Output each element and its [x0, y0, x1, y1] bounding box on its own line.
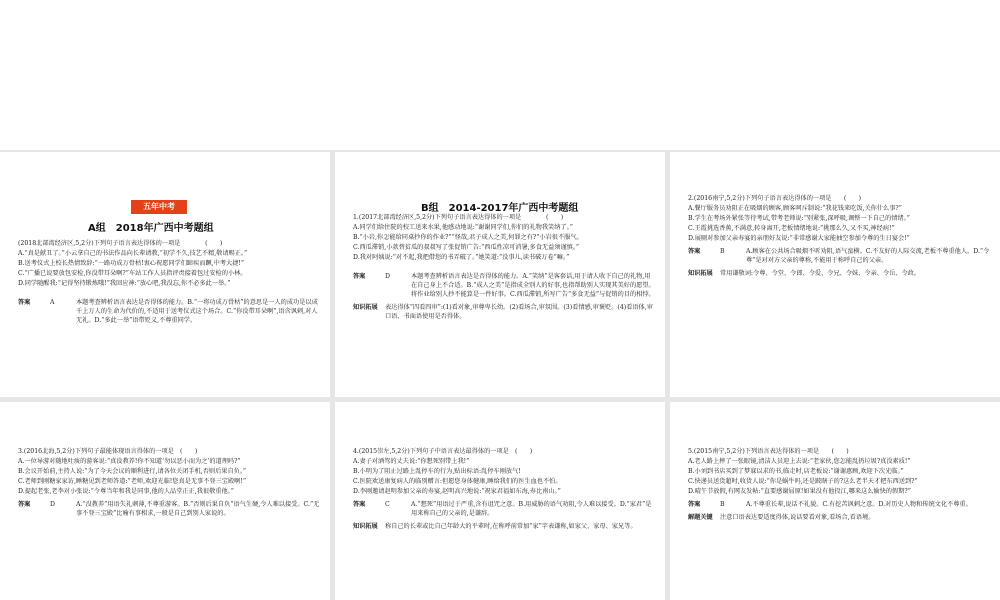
option-b: B.小明为了阻止过路上乱停车的行为,贴出标语:乱停车刚放气!	[353, 467, 521, 475]
slide-2-body	[353, 214, 655, 322]
question-text: 1.(2017北部湾经济区,5,2分)下列句子语言表达得体的一项是 ( )	[353, 214, 564, 221]
answer-letter: A	[50, 298, 55, 306]
answer-explanation: 本题考查辨析语言表达是否得体的能力。B.“一将功成万骨枯”的意思是一人的成功是以成千上万人的生命为代价的,不适用于送考仪式这个场合。C.“你没带耳朵啊”,语含讽刺,对人无礼。D.“多此一举”语带贬义,不尊重同学。	[76, 298, 318, 324]
answer-explanation: A.“没教养”用语失礼刺薄,不尊重游客。B.“否则后果自负”语气生硬,令人难以接受。C.“无事不登三宝殿”比喻有事相求,一般是自己到别人家说的。	[76, 500, 320, 517]
knowledge-label: 知识拓展	[688, 269, 713, 277]
answer-block	[353, 501, 655, 519]
answer-label: 答案	[688, 500, 701, 508]
option-b: B.会议开始前,主持人说:“为了今天会议的顺利进行,请各位关闭手机,否则后果自负。”	[18, 467, 247, 475]
slide-1	[0, 152, 330, 397]
option-a: A.同学们给住院的校工送来水果,他感动地说:“谢谢同学们,你们的礼物我笑纳了。”	[353, 223, 573, 231]
answer-explanation: 本题考查辨析语言表达是否得体的能力。A.“笑纳”是客套话,用于请人收下自己的礼物,用在自己身上不合适。B.“成人之美”是指成全别人的好事,也指帮助别人实现其美好的愿望。将作业给别人抄不能算是一件好事。C.西瓜滞销,所写广告“多食无益”与促销的目的相悖。	[411, 272, 655, 298]
answer-letter: C	[385, 500, 390, 508]
key-point-block	[688, 514, 990, 523]
answer-letter: B	[720, 500, 725, 508]
option-a: A.餐厅服务员劝阻正在吸烟的顾客,顾客呵斥制说:“我花钱来吃饭,关你什么事?”	[688, 204, 902, 212]
knowledge-label: 知识拓展	[353, 522, 378, 530]
slide-4-body	[18, 448, 320, 519]
option-b: B.学生在考场外紧张等待考试,带考老师说:“别紧张,深呼吸,调整一下自己的情绪。”	[688, 214, 910, 222]
option-a: A.妻子对酒驾的丈夫说:“你想死别带上我!”	[353, 457, 470, 465]
question-text: (2018北部湾经济区,5,2分)下列句子语言表达得体的一项是 ( )	[18, 240, 223, 247]
knowledge-block	[353, 304, 655, 322]
question-text: 4.(2015崇左,5,2分)下列句子中语言表达最得体的一项是 ( )	[353, 448, 533, 455]
option-a: A.一位导游对随地吐痰的游客说:“真没教养!你不知道‘勿以恶小而为之’的道理吗?”	[18, 457, 241, 465]
answer-label: 答案	[18, 298, 31, 306]
answer-explanation: A.“想死”用语过于严重,含有诅咒之意。B.用威胁的语气劝阻,令人难以接受。D.“家君”是用来称自己的父亲的,是谦辞。	[411, 500, 652, 517]
slide-6-body	[688, 448, 990, 523]
option-c: C.快递员送货超时,收货人说:“你是蜗牛吗,还是跛瞎子的?这么老半天才把东西送到?”	[688, 477, 918, 485]
slide-1-body	[18, 240, 320, 326]
answer-label: 答案	[688, 247, 701, 255]
answer-explanation: A.顾客在公共场合吸烟不听劝阻,语气蛮横。C.不友好的人际交流,老板不尊重他人。D.“令尊”是对对方父亲的尊称,不能用于称呼自己的父亲。	[746, 247, 990, 264]
question-text: 5.(2015南宁,5,2分)下列语言表达得体的一项是 ( )	[688, 448, 849, 455]
answer-letter: B	[720, 247, 725, 255]
answer-block	[688, 501, 990, 510]
option-d: D.展厕对参加父亲寿宴的亲朋好友说:“非常感谢大家能抽空参加令尊的生日宴会!”	[688, 234, 910, 242]
slide-5-body	[353, 448, 655, 532]
answer-block	[18, 299, 320, 326]
answer-explanation: A.不尊重长辈,说话不礼貌。C.有挖苦讽刺之意。D.对历史人物和传统文化不尊重。	[746, 500, 972, 508]
option-d: D.我对阿姨说:“对不起,我把借您的书弄破了。”她笑道:“没事儿,读书破万卷”嘛。”	[353, 253, 570, 261]
answer-block	[18, 501, 320, 519]
answer-label: 答案	[353, 500, 366, 508]
knowledge-text: 表达得体“四看四审”:(1)看对象,审尊卑长幼。(2)看场合,审氛围。(3)看情感,审褒贬。(4)看语体,审口语、书面语使用是否得体。	[385, 303, 653, 320]
group-a-title: A组 2018年广西中考题组	[88, 223, 214, 234]
option-b: B.小刘到书店买到了梦寐以求的书,临走时,店老板说:“谢谢惠顾,欢迎下次光临。”	[688, 467, 904, 475]
option-b: B.“小岩,你怎能给同桌抄你的作业?”“怪哉,君子成人之美,何罪之有?”小岩很不服气。	[353, 233, 583, 241]
option-c: C.老师到刚糖家家访,睡糖见到老师答道:“老师,欢迎光临!您真是无事不登三宝殿啊!”	[18, 477, 246, 485]
option-c: C.王霞挑选香蕉,不满意,转身离开,老板情绪地说:“挑那么久,又不买,神经病!”	[688, 224, 895, 232]
knowledge-text: 称自己的长辈或比自己年龄大的平辈时,在称呼前常加“家”字表谦称,如家父、家母、家兄等。	[385, 522, 637, 530]
slide-2	[335, 152, 665, 397]
slide-5	[335, 402, 665, 600]
option-d: D.李刚邀请赵明参加父亲的寿宴,赵明高兴地说:“祝家君福如东海,寿比南山。”	[353, 487, 561, 495]
five-year-exam-badge: 五年中考	[131, 200, 187, 214]
question-text: 3.(2016北海,5,2分)下列句子最能体现语言得体的一项是 ( )	[18, 448, 198, 455]
top-blank-area	[0, 0, 1000, 150]
slide-3	[670, 152, 1000, 397]
group-b-title: B组 2014-2017年广西中考题组	[421, 203, 579, 214]
key-point-text: 注意口语表达要适度得体,说话要看对象,看场合,看语境。	[720, 513, 875, 521]
slide-6	[670, 402, 1000, 600]
option-c: C.西瓜滞销,小款替贫瓜的叔叔写了张促销广告:“西瓜性凉可消暑,多食无益须谨慎。”	[353, 243, 580, 251]
answer-block	[353, 273, 655, 300]
option-d: D.提起老张,老李对小张说:“令尊当年和我是同事,他的人品堂正正,我很敬重他。”	[18, 487, 234, 495]
knowledge-block	[688, 270, 990, 279]
answer-block	[688, 248, 990, 266]
option-d: D.晴午节放假,有网友发帖:“直要感谢屈原!如果没有他投江,哪来这么愉快的假期?”	[688, 487, 911, 495]
key-point-label: 解题关键	[688, 513, 713, 521]
answer-letter: D	[385, 272, 390, 280]
knowledge-label: 知识拓展	[353, 303, 378, 311]
answer-label: 答案	[353, 272, 366, 280]
option-a: A.老人路上摔了一张眼镜,清洁人员迎上去说:“老家伙,您怎能乱扔垃圾?真没素质!”	[688, 457, 911, 465]
option-b: B.送考仪式上校长热情致辞:“一路功成万骨枯!衷心祝愿同学们蹄疾而蹶,中考大捷!”	[18, 259, 245, 267]
question-text: 2.(2016南宁,5,2分)下列句子语言表达得体的一项是 ( )	[688, 195, 862, 202]
slide-4	[0, 402, 330, 600]
answer-letter: D	[50, 500, 55, 508]
option-d: D.同学随醒我:“记得坚持锻炼哦!”我回应神:“放心吧,我没忘,你不必多此一举。”	[18, 279, 231, 287]
slide-3-body	[688, 195, 990, 279]
knowledge-text: 常用谦敬词:令尊、令堂、令郎、令爱、令兄、令妹、令亲、令岳、令政。	[720, 269, 921, 277]
knowledge-block	[353, 523, 655, 532]
option-c: C.“广播已说要放包安检,你没带耳朵啊?”车站工作人员指评责接着包过安检的小林。	[18, 269, 247, 277]
answer-label: 答案	[18, 500, 31, 508]
option-a: A.“真是献丑了。”小云拿自己的书法作品向长辈请教,“初学不久,技艺不精,敬请赐正。”	[18, 249, 248, 257]
option-c: C.医院欢送康复病人的临别赠言:但愿您身体健康,睡给我们的医生血也不怕。	[353, 477, 562, 485]
